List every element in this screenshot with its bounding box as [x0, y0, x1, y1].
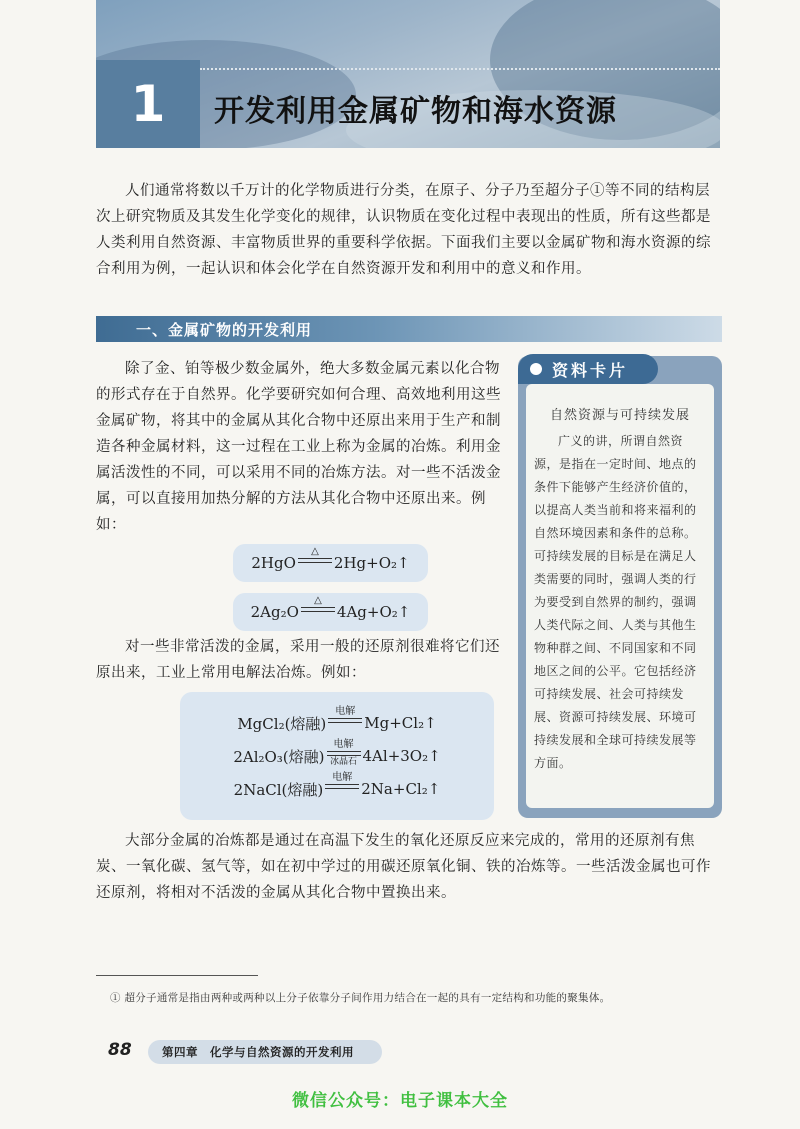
condition-above: 电解: [335, 705, 356, 717]
page-number: 88: [108, 1040, 132, 1060]
info-card-header: [518, 354, 658, 384]
equation-box: [233, 593, 428, 631]
condition-above: △: [314, 594, 322, 606]
footnote-rule: [96, 975, 258, 976]
section-heading: 一、金属矿物的开发利用: [136, 321, 313, 339]
eq-right: 4Al+3O₂↑: [362, 747, 441, 765]
header-dotted-line: [200, 68, 720, 70]
eq-left: MgCl₂(熔融): [237, 714, 327, 733]
equation-hgo: [251, 545, 410, 578]
condition-below: 冰晶石: [330, 756, 358, 767]
eq-right: 2Hg+O₂↑: [333, 554, 410, 572]
reaction-condition: [301, 595, 335, 624]
info-card-title: 自然资源与可持续发展: [549, 408, 690, 423]
equation-mgcl2: [237, 705, 437, 738]
chapter-number-box: [96, 60, 200, 148]
info-card-text: 广义的讲，所谓自然资源，是指在一定时间、地点的条件下能够产生经济价值的，以提高人类当前和将来福利的自然环境因素和条件的总称。可持续发展的目标是在满足人类需要的同时，强调人类的行为要受到自然界的制约，强调人类代际之间、人类与其他生物种群之间、不同国家和不同地区之间的公平。它包括经济可持续发展、社会可持续发展、资源可持续发展、环境可持续发展和全球可持续发展等方面。: [534, 434, 697, 770]
reaction-condition: [328, 706, 362, 735]
equal-sign: [328, 718, 362, 723]
condition-above: 电解: [333, 738, 354, 750]
body-paragraph-2: 对一些非常活泼的金属，采用一般的还原剂很难将它们还原出来，工业上常用电解法冶炼。例如：: [96, 639, 500, 681]
info-card-label: 资料卡片: [552, 360, 629, 380]
equation-nacl: [233, 771, 441, 804]
body-paragraph-3: 大部分金属的冶炼都是通过在高温下发生的氧化还原反应来完成的，常用的还原剂有焦炭、一氧化碳、氢气等，如在初中学过的用碳还原氧化铜、铁的冶炼等。一些活泼金属也可作还原剂，将相对不活泼的金属从其化合物中置换出来。: [96, 833, 711, 901]
watermark: 微信公众号：电子课本大全: [292, 1091, 508, 1111]
condition-above: △: [311, 545, 319, 557]
eq-right: 2Na+Cl₂↑: [361, 780, 441, 798]
eq-right: Mg+Cl₂↑: [364, 714, 437, 732]
equation-al2o3: [233, 738, 441, 771]
chapter-footer-label: 第四章 化学与自然资源的开发利用: [162, 1045, 354, 1059]
electrolysis-equations-box: [180, 692, 494, 820]
equal-sign: [301, 607, 335, 612]
page-title: 开发利用金属矿物和海水资源: [214, 94, 617, 129]
body-paragraph-1: 除了金、铂等极少数金属外，绝大多数金属元素以化合物的形式存在于自然界。化学要研究如何合理、高效地利用这些金属矿物，将其中的金属从其化合物中还原出来用于生产和制造各种金属材料，这一过程在工业上称为金属的冶炼。利用金属活泼性的不同，可以采用不同的冶炼方法。对一些不活泼金属，可以直接用加热分解的方法从其化合物中还原出来。例如：: [96, 361, 501, 533]
section-heading-bar: [96, 316, 722, 342]
equal-sign: [325, 784, 359, 789]
reaction-condition: [327, 739, 361, 768]
chapter-footer-tab: [148, 1040, 382, 1064]
eq-left: 2HgO: [251, 554, 296, 572]
equation-ag2o: [250, 594, 411, 627]
eq-right: 4Ag+O₂↑: [336, 603, 411, 621]
condition-above: 电解: [332, 771, 353, 783]
intro-paragraph: 人们通常将数以千万计的化学物质进行分类，在原子、分子乃至超分子①等不同的结构层次上研究物质及其发生化学变化的规律，认识物质在变化过程中表现出的性质，所有这些都是人类利用自然资源、丰富物质世界的重要科学依据。下面我们主要以金属矿物和海水资源的综合利用为例，一起认识和体会化学在自然资源开发和利用中的意义和作用。: [96, 183, 711, 277]
equation-box: [233, 544, 428, 582]
chapter-number: 1: [130, 75, 166, 133]
eq-left: 2Al₂O₃(熔融): [233, 747, 325, 766]
equal-sign: [298, 558, 332, 563]
eq-left: 2Ag₂O: [250, 603, 299, 621]
eq-left: 2NaCl(熔融): [233, 780, 324, 799]
equal-sign: [327, 751, 361, 756]
reaction-condition: [325, 772, 359, 801]
bullet-icon: [530, 363, 542, 375]
footnote: ① 超分子通常是指由两种或两种以上分子依靠分子间作用力结合在一起的具有一定结构和功能的聚集体。: [110, 992, 611, 1004]
reaction-condition: [298, 546, 332, 575]
